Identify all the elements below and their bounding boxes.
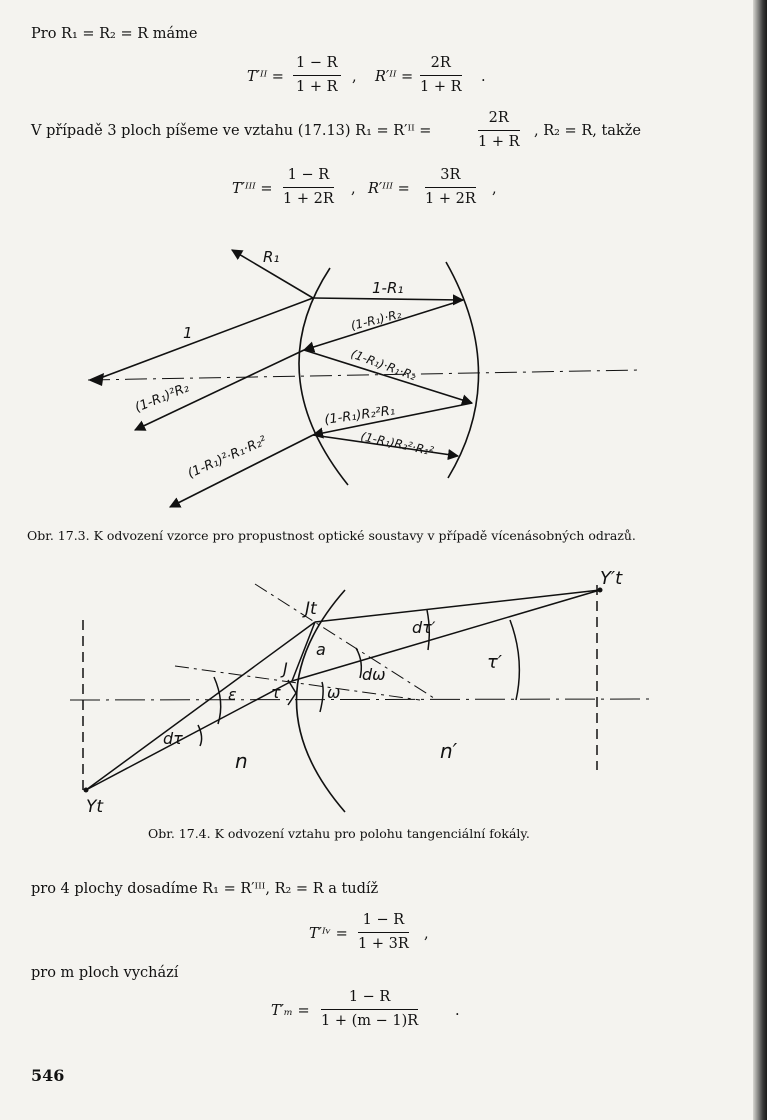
label-out: (1-R₁)²·R₁·R₂²: [185, 433, 269, 482]
label-dtau-prime: dτ′: [412, 618, 436, 637]
label-jt: Jt: [305, 599, 317, 619]
label-eps: ε: [228, 685, 237, 704]
label-r1: R₁: [263, 248, 280, 266]
eq3-lhs2: R′ᴵᴵᴵ =: [368, 181, 410, 197]
arc-tau-prime: [510, 620, 519, 700]
optical-axis-2: [70, 699, 655, 700]
arc-eps: [214, 677, 221, 724]
text-line-1: Pro R₁ = R₂ = R máme: [31, 26, 198, 42]
eq3-fraction-1: 1 − R 1 + 2R: [283, 167, 334, 207]
label-tau-prime: τ′: [487, 652, 502, 673]
label-r1r2: (1-R₁)·R₂: [349, 306, 403, 333]
ray-lower-right: [292, 590, 600, 681]
eq3-lhs1: T′ᴵᴵᴵ =: [232, 181, 273, 197]
eq1-fraction-1: 1 − R 1 + R: [293, 56, 341, 94]
arc-dtau: [198, 725, 202, 746]
arc-tau: [288, 680, 296, 705]
caption-figure-17-4: Obr. 17.4. K odvození vztahu pro polohu tangenciální fokály.: [148, 826, 530, 841]
eq3-sep: ,: [351, 181, 356, 197]
eq1-fraction-2: 2R 1 + R: [420, 55, 462, 95]
label-sq-r22r1: (1-R₁)R₂²R₁: [323, 403, 396, 428]
eq5-lhs: T′ₘ =: [271, 1003, 310, 1019]
page-number: 546: [31, 1066, 65, 1085]
label-sq-r22r12: (1-R₁)R₂²·R₁²: [359, 429, 435, 459]
label-one: 1: [183, 324, 193, 342]
eq5-end: .: [455, 1003, 460, 1019]
arc-domega: [356, 648, 361, 678]
eq3-end: ,: [492, 181, 497, 197]
label-dtau: dτ: [163, 729, 183, 748]
text-line-5: pro m ploch vychází: [31, 965, 179, 981]
label-yt: Yt: [86, 797, 104, 817]
caption-figure-17-3: Obr. 17.3. K odvození vzorce pro propustnost optické soustavy v případě vícenásobných odrazů.: [27, 528, 636, 543]
normal-jt: [255, 584, 437, 700]
label-yt-prime: Y′t: [600, 568, 623, 589]
ray-lower-left: [86, 681, 292, 790]
label-tau: τ: [271, 683, 281, 702]
eq2-fraction: 2R 1 + R: [478, 110, 520, 150]
label-omega: ω: [327, 683, 341, 702]
label-domega: dω: [362, 665, 386, 684]
label-t1: 1-R₁: [372, 279, 404, 297]
eq1-lhs1: T′ᴵᴵ =: [247, 69, 284, 85]
eq4-end: ,: [424, 926, 429, 942]
ray-upper-left: [86, 622, 315, 790]
eq1-sep: ,: [352, 69, 357, 85]
label-a: a: [316, 640, 326, 659]
eq3-fraction-2: 3R 1 + 2R: [425, 167, 476, 207]
label-r1r1r2: (1-R₁)·R₁·R₂: [348, 346, 419, 384]
eq1-lhs2: R′ᴵᴵ =: [375, 69, 414, 85]
eq4-fraction: 1 − R 1 + 3R: [358, 912, 409, 952]
text-line-2: V případě 3 ploch píšeme ve vztahu (17.13) R₁ = R′ᴵᴵ =: [31, 123, 432, 139]
label-sq-r2: (1-R₁)²R₂: [132, 380, 192, 416]
eq5-fraction: 1 − R 1 + (m − 1)R: [321, 989, 419, 1029]
eq4-lhs: T′ᴵᵛ =: [309, 926, 348, 942]
label-j: J: [283, 659, 288, 678]
ray-upper-right: [315, 590, 600, 622]
text-line-4: pro 4 plochy dosadíme R₁ = R′ᴵᴵᴵ, R₂ = R a tudíž: [31, 881, 379, 897]
text-line-2-end: , R₂ = R, takže: [534, 123, 641, 139]
label-n: n: [235, 749, 248, 773]
label-n-prime: n′: [440, 739, 458, 763]
eq1-end: .: [481, 69, 486, 85]
